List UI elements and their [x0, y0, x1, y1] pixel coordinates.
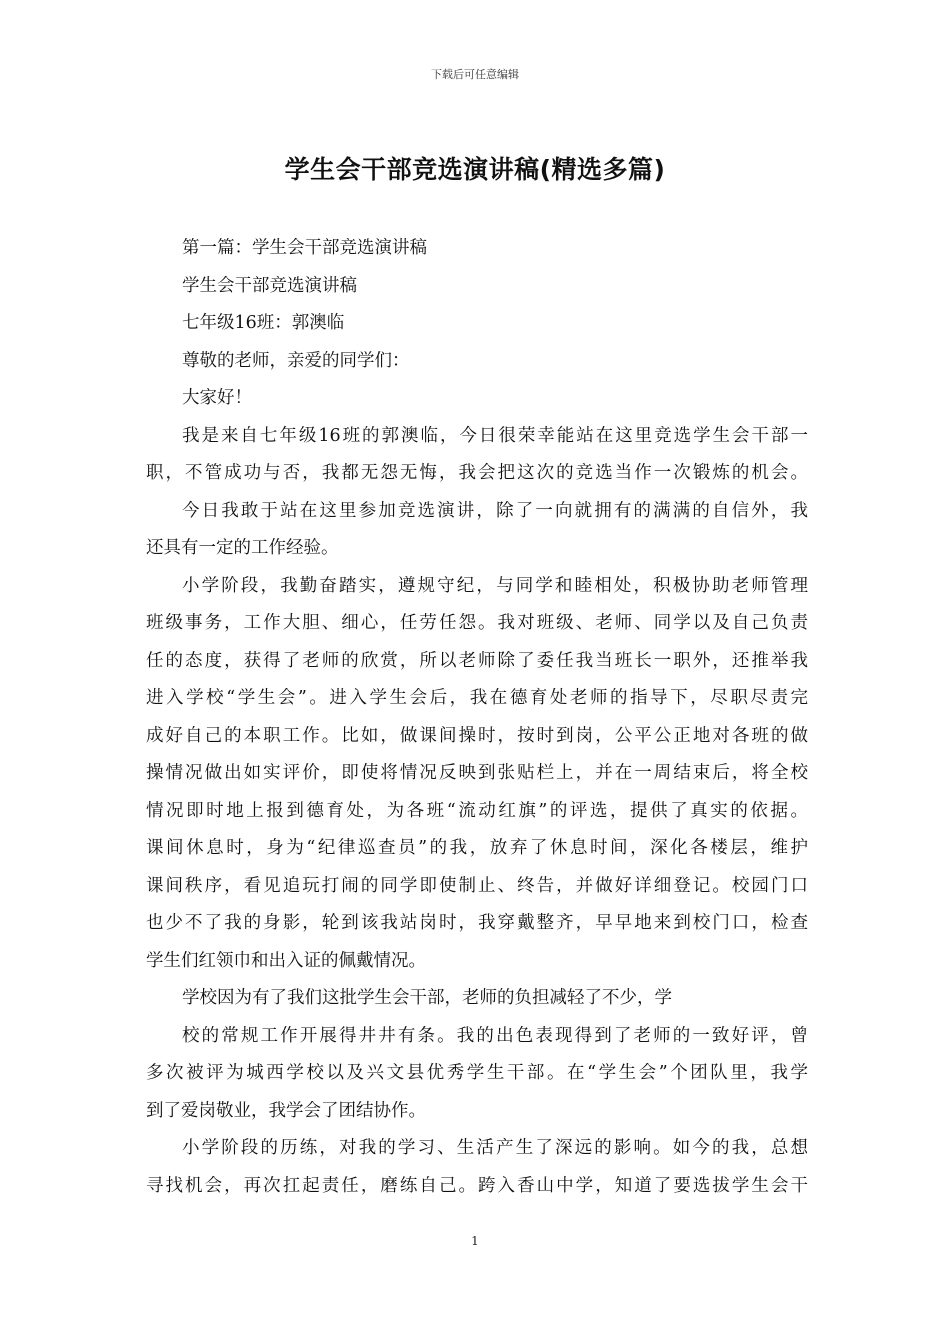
text-line: 还具有一定的工作经验。 — [146, 538, 339, 558]
text-line: 小学阶段的历练，对我的学习、生活产生了深远的影响。如今的我，总想 — [182, 1138, 808, 1158]
text-line: 尊敬的老师，亲爱的同学们： — [182, 350, 410, 371]
page-number: 1 — [471, 1234, 479, 1248]
text-line: 大家好！ — [182, 388, 252, 408]
text-line: 班级事务，工作大胆、细心，任劳任怨。我对班级、老师、同学以及自己负责 — [146, 613, 808, 633]
text-line: 小学阶段，我勤奋踏实，遵规守纪，与同学和睦相处，积极协助老师管理 — [182, 575, 808, 596]
text-line: 学校因为有了我们这批学生会干部，老师的负担减轻了不少，学 — [182, 988, 672, 1008]
text-line: 我是来自七年级16班的郭澳临，今日很荣幸能站在这里竞选学生会干部一 — [182, 425, 808, 446]
document-title: 学生会干部竞选演讲稿(精选多篇) — [284, 155, 666, 184]
text-line: 学生们红领巾和出入证的佩戴情况。 — [146, 950, 426, 971]
text-line: 寻找机会，再次扛起责任，磨练自己。跨入香山中学，知道了要选拔学生会干 — [146, 1175, 808, 1196]
text-line: 七年级16班：郭澳临 — [182, 313, 345, 333]
document-body — [146, 230, 808, 1205]
text-line: 也少不了我的身影，轮到该我站岗时，我穿戴整齐，早早地来到校门口，检查 — [146, 913, 808, 933]
text-line: 今日我敢于站在这里参加竞选演讲，除了一向就拥有的满满的自信外，我 — [182, 500, 808, 521]
text-line: 课间休息时，身为“纪律巡查员”的我，放弃了休息时间，深化各楼层，维护 — [146, 838, 808, 858]
text-line: 成好自己的本职工作。比如，做课间操时，按时到岗，公平公正地对各班的做 — [146, 725, 808, 746]
text-line: 多次被评为城西学校以及兴文县优秀学生干部。在“学生会”个团队里，我学 — [146, 1063, 808, 1083]
text-line: 任的态度，获得了老师的欣赏，所以老师除了委任我当班长一职外，还推举我 — [146, 650, 808, 671]
header-note: 下载后可任意编辑 — [431, 68, 519, 81]
text-line: 情况即时地上报到德育处，为各班“流动红旗”的评选，提供了真实的依据。 — [146, 800, 808, 821]
text-line: 校的常规工作开展得井井有条。我的出色表现得到了老师的一致好评，曾 — [182, 1025, 808, 1046]
text-line: 操情况做出如实评价，即使将情况反映到张贴栏上，并在一周结束后，将全校 — [146, 763, 808, 783]
text-line: 第一篇：学生会干部竞选演讲稿 — [182, 238, 427, 258]
text-line: 进入学校“学生会”。进入学生会后，我在德育处老师的指导下，尽职尽责完 — [146, 688, 808, 708]
text-line: 职，不管成功与否，我都无怨无悔，我会把这次的竞选当作一次锻炼的机会。 — [146, 463, 808, 483]
text-line: 到了爱岗敬业，我学会了团结协作。 — [146, 1100, 426, 1121]
text-line: 课间秩序，看见追玩打闹的同学即使制止、终告，并做好详细登记。校园门口 — [146, 875, 808, 896]
text-line: 学生会干部竞选演讲稿 — [182, 275, 357, 296]
